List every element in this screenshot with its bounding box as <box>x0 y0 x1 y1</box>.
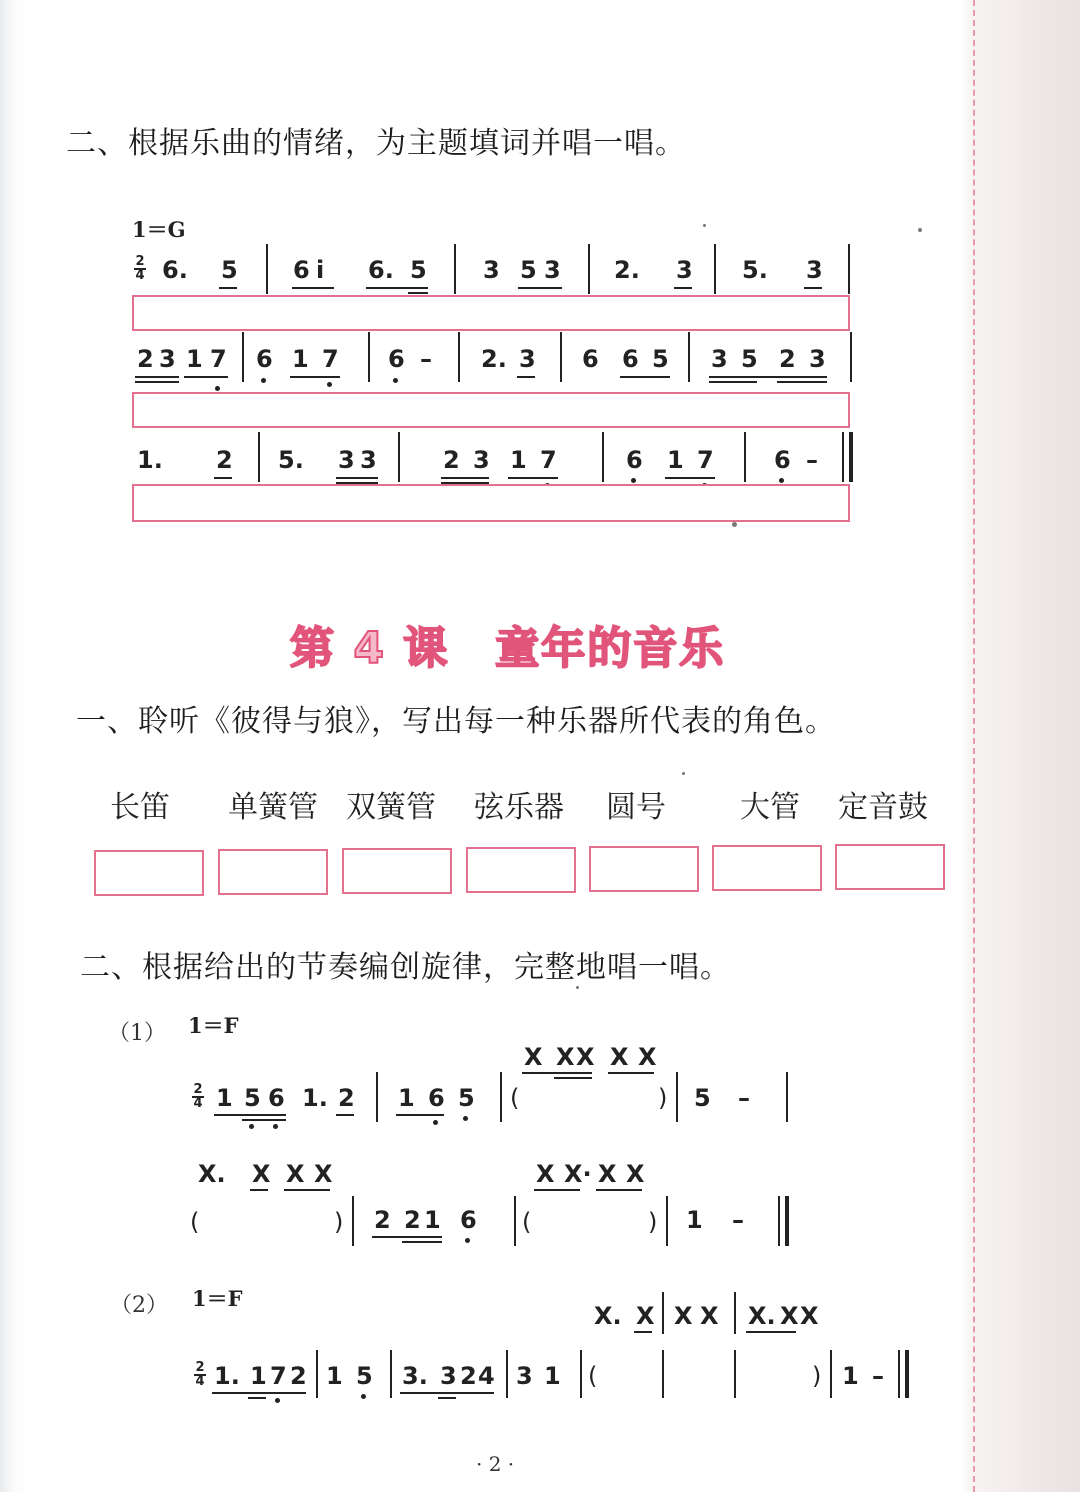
note: 1 <box>667 446 684 474</box>
underline <box>214 1114 286 1116</box>
note: 3 <box>711 345 728 373</box>
close-paren: ) <box>658 1084 668 1112</box>
dashed-cut-line <box>973 0 975 1492</box>
underline <box>242 1119 286 1121</box>
bar-line <box>744 432 746 482</box>
note: 2 <box>216 446 233 474</box>
bar-line <box>676 1072 678 1122</box>
open-paren: ( <box>510 1084 520 1112</box>
scan-speck <box>576 986 579 989</box>
time-signature: 2 4 <box>195 1360 205 1389</box>
rhythm-x: X <box>598 1160 617 1188</box>
underline <box>214 477 232 479</box>
low-octave-dot <box>273 1124 278 1129</box>
rhythm-x: X <box>286 1160 305 1188</box>
bar-line <box>734 1350 736 1398</box>
note: 6 <box>428 1084 445 1112</box>
answer-box[interactable] <box>466 847 576 893</box>
open-paren: ( <box>190 1208 200 1236</box>
underline <box>746 1331 796 1333</box>
bar-line <box>850 332 852 382</box>
underline <box>518 287 562 289</box>
note: 6 <box>268 1084 285 1112</box>
bar-line <box>848 244 850 294</box>
note: 3 <box>483 256 500 284</box>
low-octave-dot <box>361 1394 366 1399</box>
instrument-label: 圆号 <box>606 790 666 825</box>
rhythm-x: X. <box>594 1302 622 1330</box>
close-paren: ) <box>334 1208 344 1236</box>
note: 3 <box>159 345 176 373</box>
low-octave-dot <box>463 1116 468 1121</box>
note: 6 <box>256 345 273 373</box>
underline <box>400 1392 494 1394</box>
bar-line <box>786 1072 788 1122</box>
rhythm-x: X <box>536 1160 555 1188</box>
underline <box>709 381 757 383</box>
note: 3 <box>806 256 823 284</box>
note: 3 <box>544 256 561 284</box>
note: 1 <box>398 1084 415 1112</box>
note: 3 <box>440 1362 457 1390</box>
underline <box>608 1072 654 1074</box>
bar-line <box>662 1350 664 1398</box>
bar-line <box>662 1292 664 1334</box>
note: 6 <box>293 256 310 284</box>
instrument-label: 定音鼓 <box>838 790 928 825</box>
bar-line <box>316 1350 318 1398</box>
note: 5 <box>356 1362 373 1390</box>
final-bar-line <box>905 1350 909 1398</box>
bar-line <box>588 244 590 294</box>
underline <box>292 287 334 289</box>
note: 3 <box>676 256 693 284</box>
note: 6. <box>368 256 394 284</box>
note: 2 <box>443 446 460 474</box>
note: 1 <box>424 1206 441 1234</box>
exercise-number: （2） <box>110 1293 168 1318</box>
rhythm-x: X <box>700 1302 719 1330</box>
rhythm-x: X <box>610 1043 629 1071</box>
underline <box>804 287 822 289</box>
note: 5 <box>741 345 758 373</box>
underline <box>620 376 670 378</box>
note: 3. <box>402 1362 428 1390</box>
rhythm-x: X <box>800 1302 819 1330</box>
bar-line <box>398 432 400 482</box>
note: 5 <box>458 1084 475 1112</box>
note: 3 <box>473 446 490 474</box>
open-paren: ( <box>588 1362 598 1390</box>
dash: – <box>738 1084 750 1112</box>
rhythm-x: X. <box>198 1160 226 1188</box>
dash: – <box>732 1206 744 1234</box>
underline <box>366 287 428 289</box>
rhythm-x: X <box>626 1160 645 1188</box>
answer-box[interactable] <box>342 848 452 894</box>
underline <box>522 1072 592 1074</box>
underline <box>441 477 489 479</box>
bar-line <box>560 332 562 382</box>
rhythm-x: X <box>252 1160 271 1188</box>
bar-line <box>368 332 370 382</box>
lesson-question-2: 二、根据给出的节奏编创旋律，完整地唱一唱。 <box>80 950 731 985</box>
low-octave-dot <box>465 1238 470 1243</box>
note: 3 <box>516 1362 533 1390</box>
underline <box>554 1077 592 1079</box>
bar-line <box>500 1072 502 1122</box>
note: 7 <box>697 446 714 474</box>
bar-line <box>714 244 716 294</box>
note: 6 <box>774 446 791 474</box>
note: 1 <box>686 1206 703 1234</box>
bar-line <box>258 432 260 482</box>
rhythm-x: X <box>636 1302 655 1330</box>
bar-line <box>898 1350 900 1398</box>
note: 6 <box>582 345 599 373</box>
bar-line <box>454 244 456 294</box>
bar-line <box>514 1196 516 1246</box>
page-number: · 2 · <box>476 1452 515 1476</box>
note: 7 <box>210 345 227 373</box>
note: 1. <box>214 1362 240 1390</box>
rhythm-x: X <box>314 1160 333 1188</box>
time-signature: 2 4 <box>193 1082 203 1111</box>
rhythm-x: X <box>524 1043 543 1071</box>
bar-line <box>376 1072 378 1122</box>
underline <box>517 376 535 378</box>
scan-speck <box>732 522 737 527</box>
note: 7 <box>540 446 557 474</box>
underline <box>408 292 428 294</box>
low-octave-dot <box>779 478 784 483</box>
open-paren: ( <box>522 1208 532 1236</box>
note: 2 <box>374 1206 391 1234</box>
underline <box>372 1236 442 1238</box>
note: 3 <box>519 345 536 373</box>
note: 2 <box>137 345 154 373</box>
key-signature-f: 1＝F <box>192 1286 243 1311</box>
note: 2 <box>338 1084 355 1112</box>
bar-line <box>458 332 460 382</box>
low-octave-dot <box>327 382 332 387</box>
note: 1 <box>544 1362 561 1390</box>
low-octave-dot <box>631 478 636 483</box>
answer-box[interactable] <box>218 849 328 895</box>
underline <box>336 1114 354 1116</box>
note: 1 <box>250 1362 267 1390</box>
section2-heading: 二、根据乐曲的情绪，为主题填词并唱一唱。 <box>66 126 686 161</box>
underline <box>674 287 692 289</box>
underline <box>438 1397 456 1399</box>
dash: – <box>420 345 432 373</box>
note: i <box>316 256 325 284</box>
bar-line <box>266 244 268 294</box>
note: 3 <box>338 446 355 474</box>
answer-box[interactable] <box>94 850 204 896</box>
rhythm-x: X <box>674 1302 693 1330</box>
close-paren: ) <box>648 1208 658 1236</box>
instrument-label: 长笛 <box>110 790 170 825</box>
underline <box>709 376 827 378</box>
instrument-label: 单簧管 <box>228 790 318 825</box>
note: 7 <box>322 345 339 373</box>
rhythm-x: X <box>780 1302 799 1330</box>
underline <box>596 1189 642 1191</box>
note: 7 <box>270 1362 287 1390</box>
underline <box>212 1392 306 1394</box>
bar-line <box>842 432 844 482</box>
bar-line <box>506 1350 508 1398</box>
underline <box>250 1189 268 1191</box>
bar-line <box>352 1196 354 1246</box>
underline <box>248 1397 266 1399</box>
note: 1 <box>326 1362 343 1390</box>
note: 1 <box>186 345 203 373</box>
scan-speck <box>682 772 685 775</box>
instrument-label: 大管 <box>740 790 800 825</box>
instrument-label: 弦乐器 <box>474 790 564 825</box>
rhythm-x: X. <box>748 1302 776 1330</box>
underline <box>184 376 228 378</box>
low-octave-dot <box>433 1120 438 1125</box>
note: 2 <box>404 1206 421 1234</box>
lesson-question-1: 一、聆听《彼得与狼》，写出每一种乐器所代表的角色。 <box>76 704 836 739</box>
bar-line <box>688 332 690 382</box>
lesson-title: 第 4 课 童年的音乐 <box>290 623 726 674</box>
note: 1 <box>510 446 527 474</box>
bar-line <box>242 332 244 382</box>
low-octave-dot <box>215 386 220 391</box>
note: 5 <box>520 256 537 284</box>
bar-line <box>778 1196 780 1246</box>
key-signature-f: 1＝F <box>188 1013 239 1038</box>
low-octave-dot <box>393 378 398 383</box>
underline <box>336 477 378 479</box>
rhythm-x: X· <box>564 1160 592 1188</box>
underline <box>534 1189 580 1191</box>
rhythm-x: X <box>576 1043 595 1071</box>
bar-line <box>734 1292 736 1334</box>
note: 6 <box>622 345 639 373</box>
low-octave-dot <box>275 1398 280 1403</box>
note: 5. <box>742 256 768 284</box>
answer-box[interactable] <box>712 845 822 891</box>
note: 1. <box>137 446 163 474</box>
dash: – <box>806 446 818 474</box>
note: 4 <box>478 1362 495 1390</box>
answer-box[interactable] <box>835 844 945 890</box>
note: 5 <box>410 256 427 284</box>
note: 2. <box>614 256 640 284</box>
lyrics-box-2[interactable] <box>132 392 850 428</box>
note: 1 <box>842 1362 859 1390</box>
bar-line <box>666 1196 668 1246</box>
note: 5 <box>221 256 238 284</box>
note: 2. <box>481 345 507 373</box>
note: 5 <box>244 1084 261 1112</box>
underline <box>284 1189 330 1191</box>
lyrics-box-3[interactable] <box>132 484 850 522</box>
underline <box>135 376 179 378</box>
note: 3 <box>809 345 826 373</box>
scan-speck <box>703 224 706 227</box>
rhythm-x: X <box>556 1043 575 1071</box>
underline <box>135 381 179 383</box>
bar-line <box>602 432 604 482</box>
note: 2 <box>460 1362 477 1390</box>
underline <box>290 376 340 378</box>
note: 5. <box>278 446 304 474</box>
bar-line <box>580 1350 582 1398</box>
final-bar-line <box>849 432 853 482</box>
final-bar-line <box>785 1196 789 1246</box>
note: 1 <box>216 1084 233 1112</box>
note: 1 <box>292 345 309 373</box>
note: 2 <box>779 345 796 373</box>
underline <box>396 1114 444 1116</box>
instrument-label: 双簧管 <box>346 790 436 825</box>
key-signature-g: 1＝G <box>132 217 186 242</box>
underline <box>508 477 558 479</box>
note: 6 <box>460 1206 477 1234</box>
note: 1. <box>302 1084 328 1112</box>
low-octave-dot <box>261 378 266 383</box>
bar-line <box>390 1350 392 1398</box>
answer-box[interactable] <box>589 846 699 892</box>
underline <box>777 381 827 383</box>
lyrics-box-1[interactable] <box>132 295 850 331</box>
note: 6 <box>388 345 405 373</box>
note: 3 <box>360 446 377 474</box>
exercise-number: （1） <box>108 1021 166 1046</box>
underline <box>219 287 237 289</box>
note: 5 <box>652 345 669 373</box>
bar-line <box>830 1350 832 1398</box>
low-octave-dot <box>249 1124 254 1129</box>
note: 2 <box>290 1362 307 1390</box>
dash: – <box>872 1362 884 1390</box>
rhythm-x: X <box>638 1043 657 1071</box>
underline <box>665 477 715 479</box>
time-signature: 2 4 <box>135 254 145 283</box>
note: 5 <box>694 1084 711 1112</box>
note: 6. <box>162 256 188 284</box>
close-paren: ) <box>812 1362 822 1390</box>
underline <box>402 1241 442 1243</box>
scan-speck <box>918 228 922 232</box>
underline <box>634 1331 652 1333</box>
note: 6 <box>626 446 643 474</box>
